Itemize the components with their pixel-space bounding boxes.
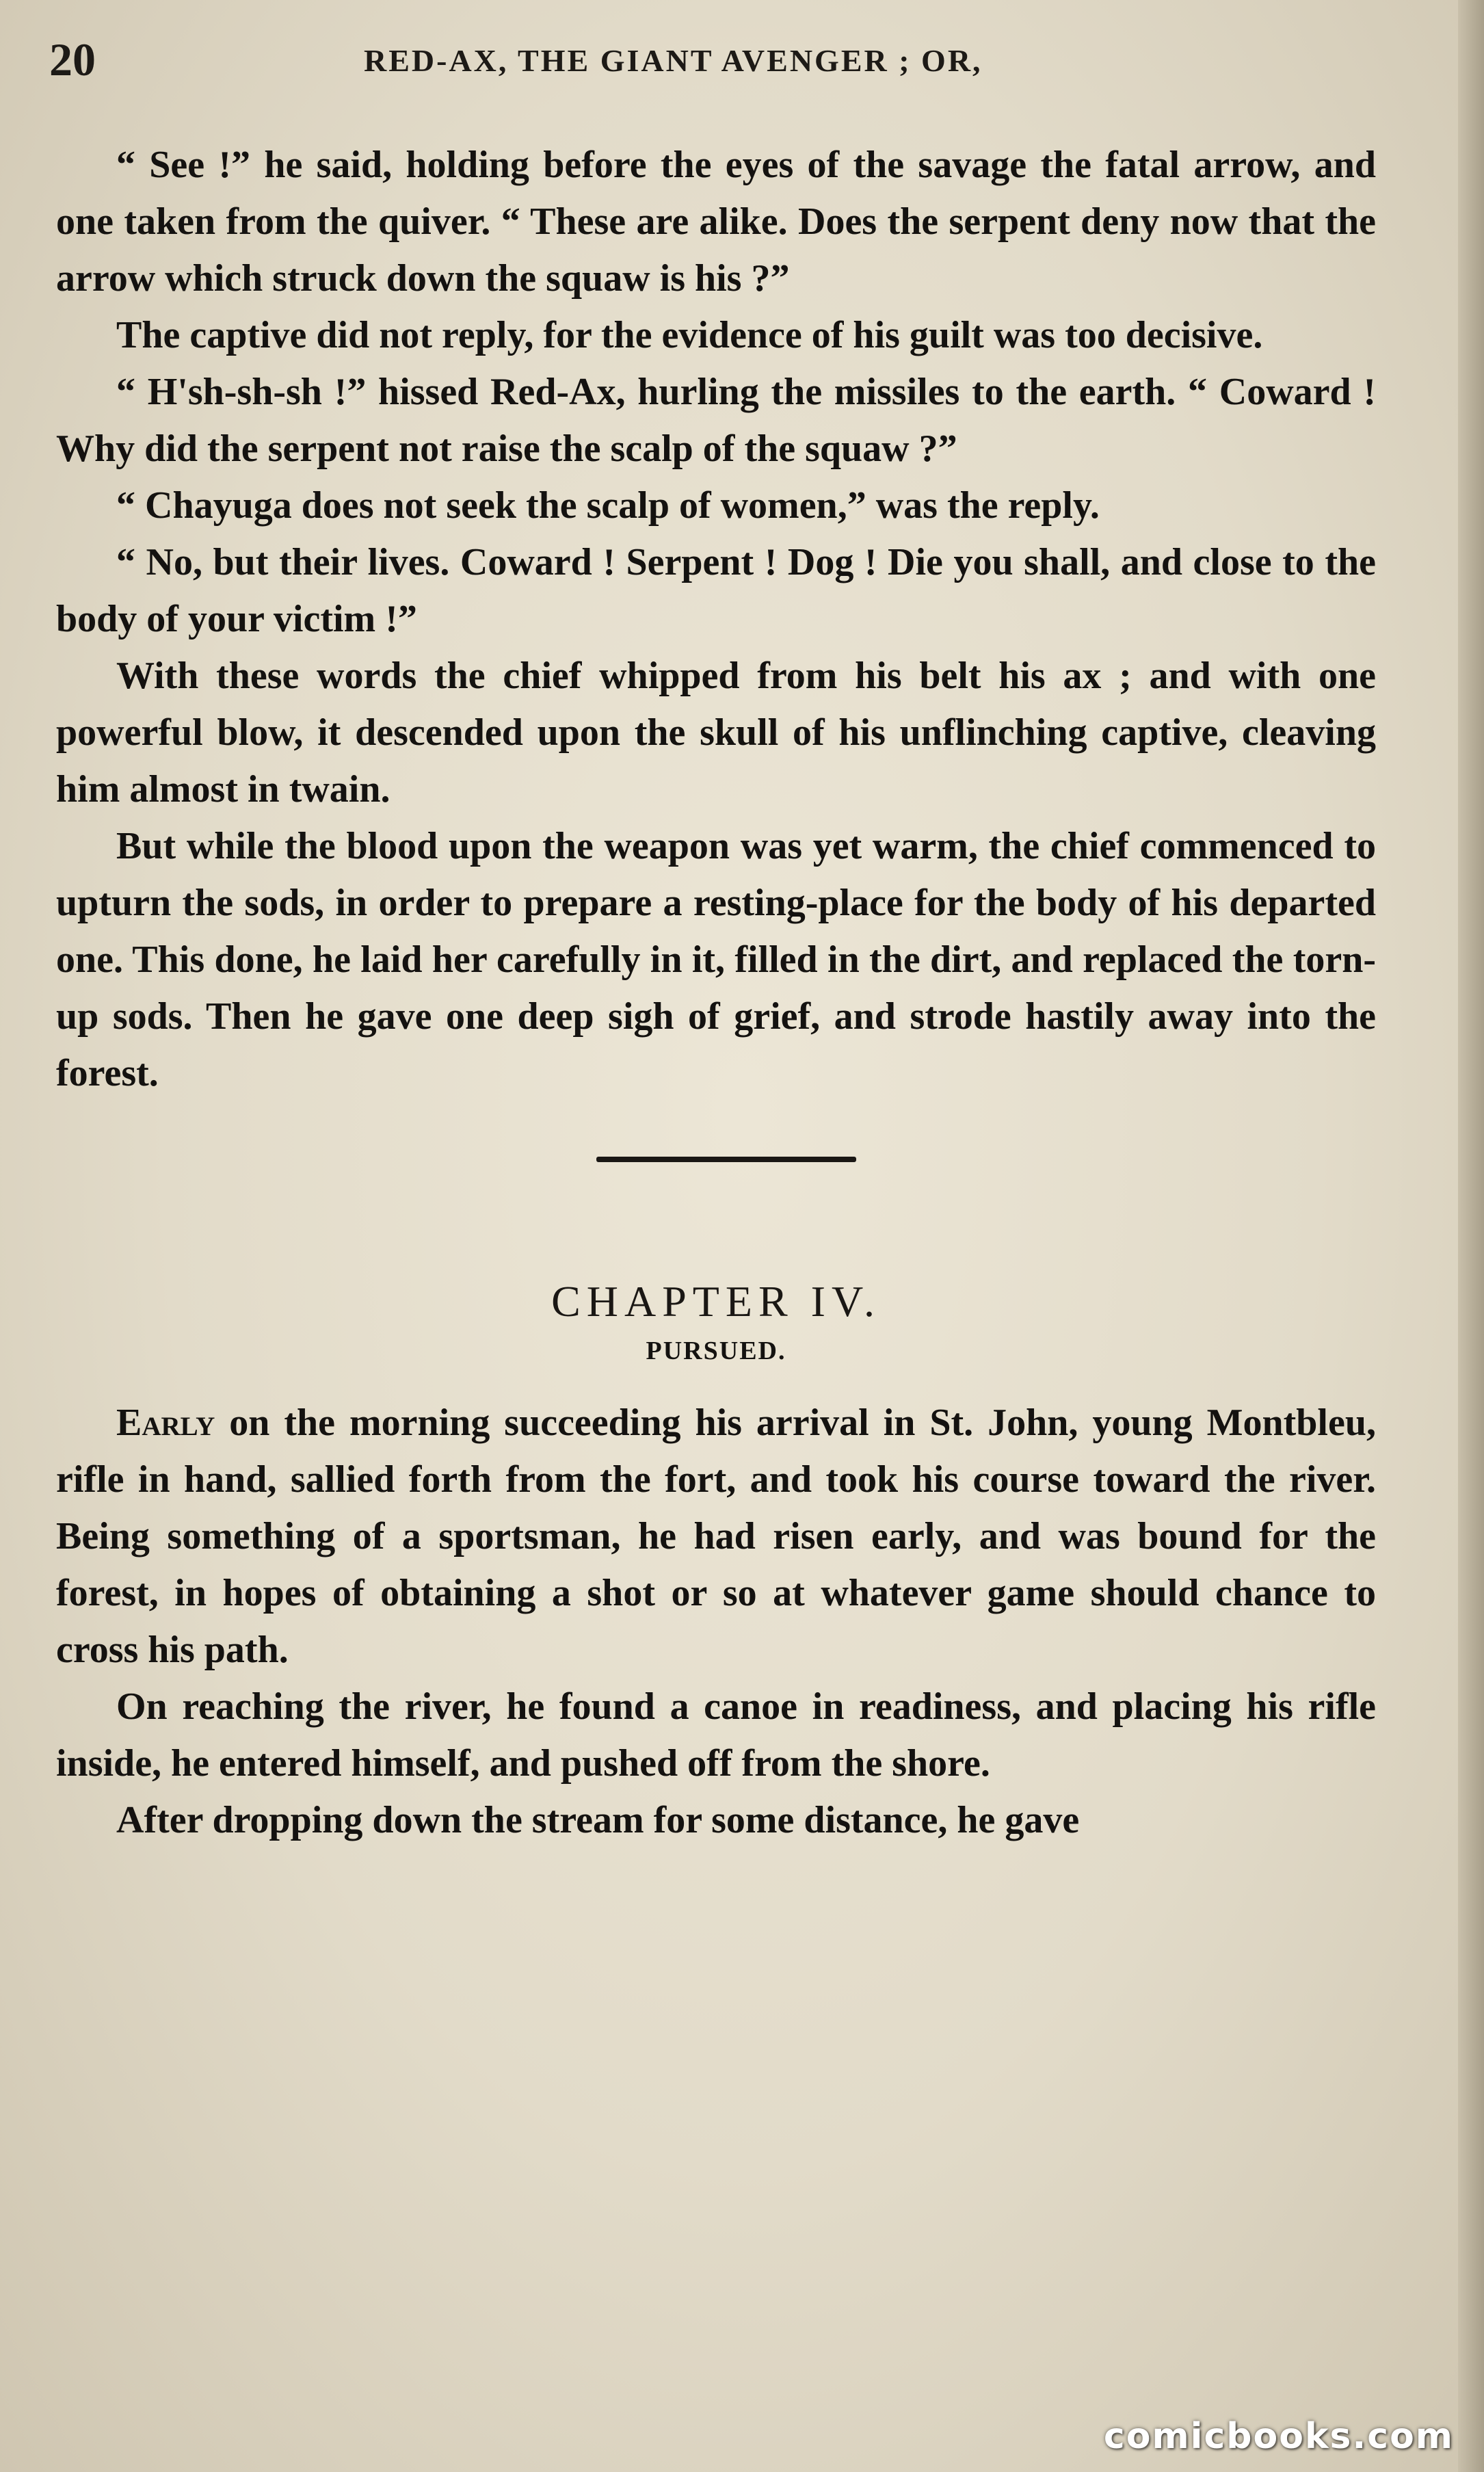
chapter-title: CHAPTER IV.: [551, 1277, 881, 1326]
opening-text: on the morning succeeding his arrival in St. John, young Montbleu, rifle in hand, sallied forth from the fort, and took his course toward the river. Being something of a sportsman, he had risen early, and was bound for the forest, in hopes of obtaining a shot or so at whatever game should chance to cross his path.: [56, 1402, 1376, 1671]
paragraph: “ See !” he said, holding before the eyes of the savage the fatal arrow, and one taken from the quiver. “ These are alike. Does the serpent deny now that the arrow which struck down the squaw is his ?”: [56, 144, 1376, 300]
paragraph: With these words the chief whipped from his belt his ax ; and with one powerful blow, it descended upon the skull of his unflinching captive, cleaving him almost in twain.: [56, 655, 1376, 811]
divider-rule: [596, 1157, 856, 1162]
watermark: comicbooks.com: [1103, 2416, 1454, 2457]
running-head: RED-AX, THE GIANT AVENGER ; OR,: [364, 43, 983, 78]
page-number: 20: [49, 34, 96, 86]
page-edge: [1458, 0, 1484, 2472]
paragraph: “ Chayuga does not seek the scalp of women,” was the reply.: [116, 484, 1100, 527]
body-text: [56, 137, 1376, 1849]
paragraph: After dropping down the stream for some distance, he gave: [116, 1799, 1080, 1841]
paragraph: “ No, but their lives. Coward ! Serpent ! Dog ! Die you shall, and close to the body of your victim !”: [56, 541, 1376, 640]
paragraph: “ H'sh-sh-sh !” hissed Red-Ax, hurling the missiles to the earth. “ Coward ! Why did the serpent not raise the scalp of the squaw ?”: [56, 371, 1376, 470]
paragraph: On reaching the river, he found a canoe in readiness, and placing his rifle inside, he entered himself, and pushed off from the shore.: [56, 1685, 1376, 1785]
chapter-opening-paragraph: [56, 1395, 1376, 1679]
chapter-subtitle: PURSUED.: [646, 1337, 786, 1365]
section-divider: [56, 1102, 1376, 1273]
page-header: [49, 33, 1417, 88]
paragraph: But while the blood upon the weapon was yet warm, the chief commenced to upturn the sods, in order to prepare a resting-place for the body of his departed one. This done, he laid her carefully in it, filled in the dirt, and replaced the torn-up sods. Then he gave one deep sigh of grief, and strode hastily away into the forest.: [56, 825, 1376, 1094]
paragraph: The captive did not reply, for the evidence of his guilt was too decisive.: [116, 314, 1263, 356]
opening-word: Early: [116, 1402, 215, 1444]
